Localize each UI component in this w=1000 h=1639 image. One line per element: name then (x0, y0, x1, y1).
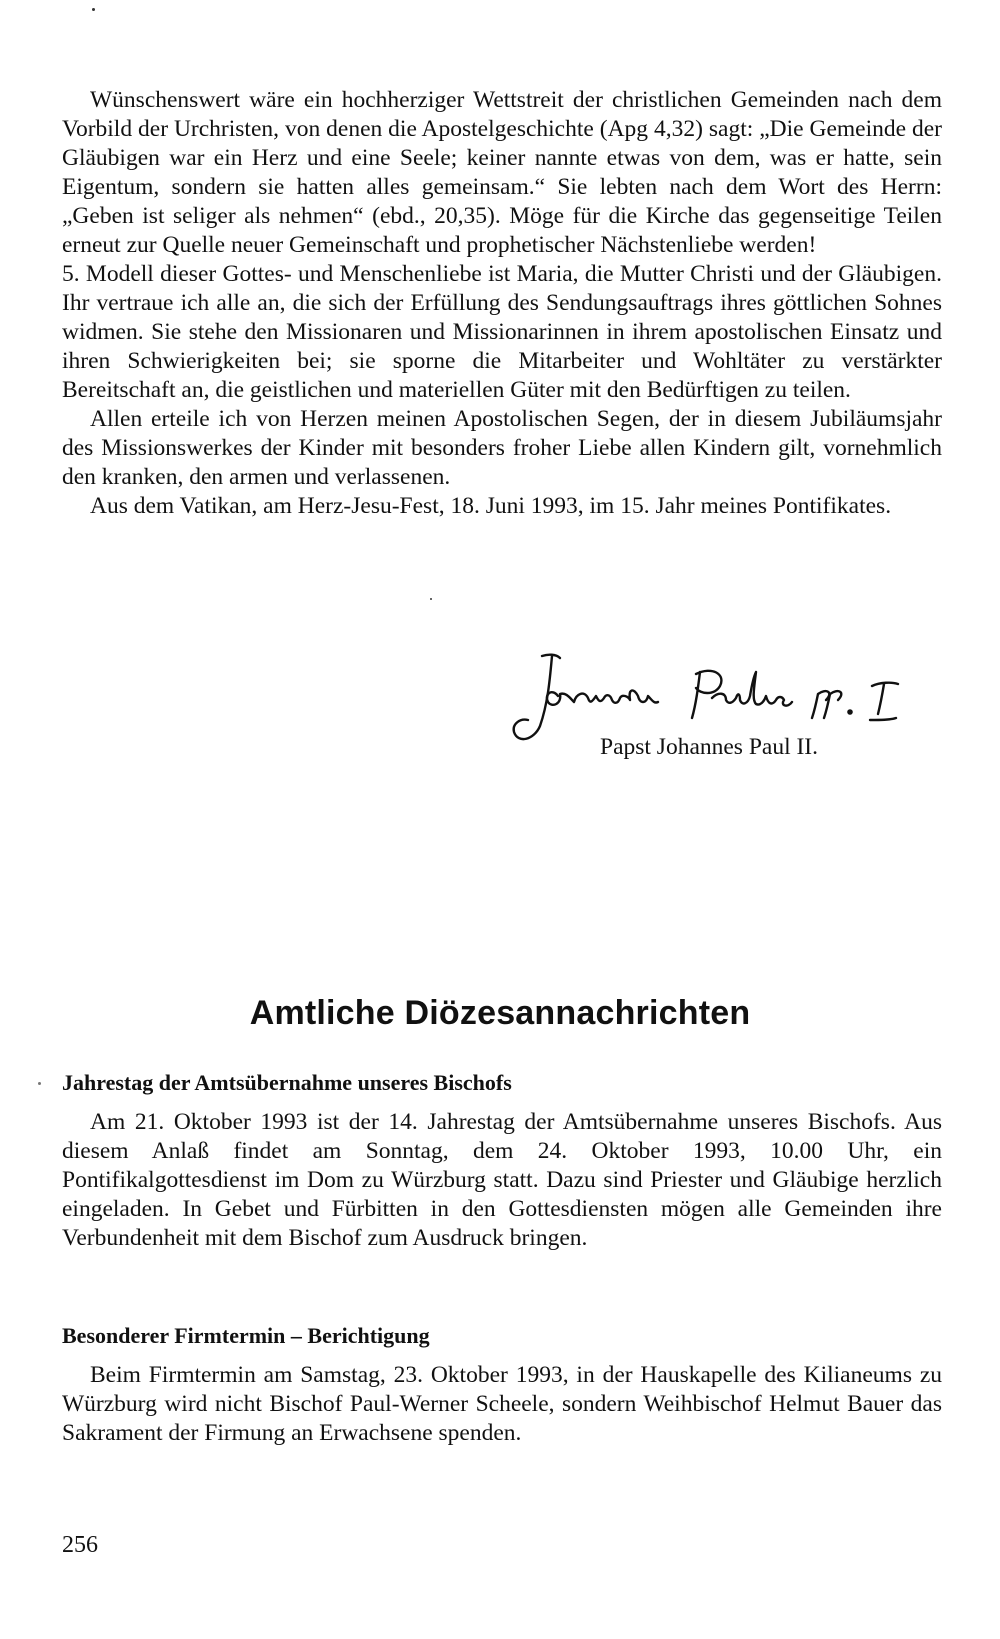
section-title: Amtliche Diözesannachrichten (249, 994, 751, 1032)
notice-1-heading: Jahrestag der Amtsübernahme unseres Bischofs (62, 1070, 512, 1095)
page-number: 256 (62, 1532, 98, 1558)
scan-mark (430, 598, 432, 600)
scan-speck (38, 1082, 41, 1085)
signer-name: Papst Johannes Paul II. (600, 734, 819, 760)
notice-2 (62, 1323, 942, 1448)
notice-2-heading: Besonderer Firmtermin – Berichtigung (62, 1323, 430, 1348)
scan-speck (92, 8, 95, 11)
notice-1-body: Am 21. Oktober 1993 ist der 14. Jahrestag der Amtsübernahme unseres Bischofs. Aus diesem Anlaß findet am Sonntag, dem 24. Oktober 1993, 10.00 Uhr, ein Pontifikalgottesdienst im Dom zu Würzburg statt. Dazu sind Priester und Gläubige herzlich eingeladen. In Gebet und Fürbitten in den Gottesdiensten mögen alle Gemeinden ihre Verbundenheit mit dem Bischof zum Ausdruck bringen. (62, 1109, 942, 1251)
letter-paragraph-3: Allen erteile ich von Herzen meinen Apostolischen Segen, der in diesem Jubiläumsjahr des Missionswerkes der Kinder mit besonders froher Liebe allen Kindern gilt, vornehmlich den kranken, den armen und verlassenen. (62, 406, 942, 490)
notice-1 (62, 1070, 942, 1253)
letter-paragraph-4: Aus dem Vatikan, am Herz-Jesu-Fest, 18. Juni 1993, im 15. Jahr meines Pontifikates. (90, 493, 892, 519)
letter-body (62, 86, 942, 521)
notice-2-body: Beim Firmtermin am Samstag, 23. Oktober 1993, in der Hauskapelle des Kilianeums zu Würzburg wird nicht Bischof Paul-Werner Scheele, sondern Weihbischof Helmut Bauer das Sakrament der Firmung an Erwachsene spenden. (62, 1362, 942, 1446)
letter-paragraph-1: Wünschenswert wäre ein hochherziger Wettstreit der christlichen Gemeinden nach dem Vorbild der Urchristen, von denen die Apostelgeschichte (Apg 4,32) sagt: „Die Gemeinde der Gläubigen war ein Herz und eine Seele; keiner nannte etwas von dem, was er hatte, sein Eigentum, sondern sie hatten alles gemeinsam.“ Sie lebten nach dem Wort des Herrn: „Geben ist seliger als nehmen“ (ebd., 20,35). Möge für die Kirche das gegenseitige Teilen erneut zur Quelle neuer Gemeinschaft und prophetischer Nächstenliebe werden! (62, 87, 942, 258)
signature-drawing (500, 648, 960, 748)
letter-paragraph-2: 5. Modell dieser Gottes- und Menschenliebe ist Maria, die Mutter Christi und der Gläubigen. Ihr vertraue ich alle an, die sich der Erfüllung des Sendungsauftrags ihres göttlichen Sohnes widmen. Sie stehe den Missionaren und Missionarinnen in ihrem apostolischen Einsatz und ihren Schwierigkeiten bei; sie sporne die Mitarbeiter und Wohltäter zu verstärkter Bereitschaft an, die geistlichen und materiellen Güter mit den Bedürftigen zu teilen. (62, 261, 942, 403)
